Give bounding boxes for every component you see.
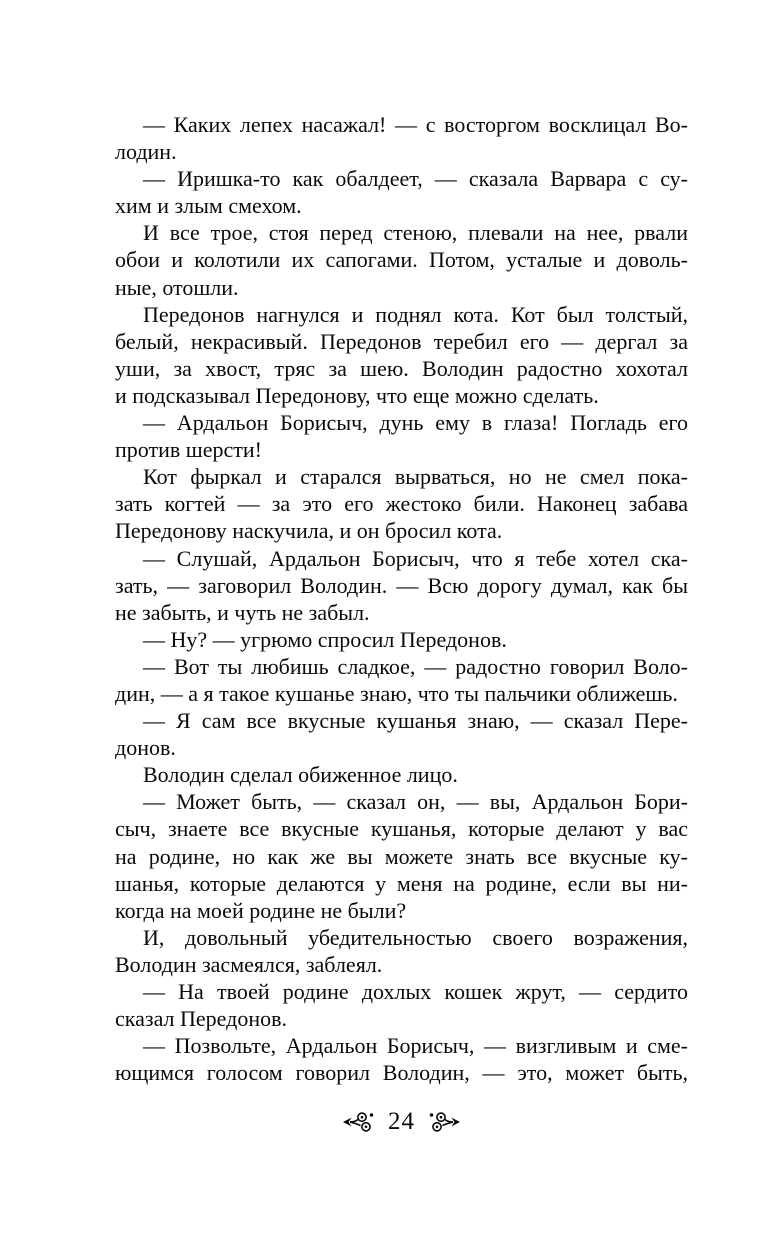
text-line: лодин. bbox=[115, 139, 177, 165]
page-footer bbox=[115, 1106, 688, 1138]
text-line: ные, отошли. bbox=[115, 274, 239, 300]
text-line: — Каких лепех насажал! — с восторгом восклицал Во- bbox=[143, 112, 688, 137]
paragraph bbox=[115, 219, 688, 300]
text-line: И все трое, стоя перед стеною, плевали на нее, рвали bbox=[143, 220, 688, 246]
text-line: донов. bbox=[115, 735, 176, 761]
paragraph bbox=[115, 409, 688, 463]
text-line: Володин сделал обиженное лицо. bbox=[143, 762, 458, 788]
text-line: — Ардальон Борисыч, дунь ему в глаза! Погладь его bbox=[143, 410, 688, 436]
text-line: против шерсти! bbox=[115, 437, 262, 463]
paragraph bbox=[115, 653, 688, 707]
text-line: — Вот ты любишь сладкое, — радостно говорил Воло- bbox=[143, 653, 688, 679]
text-line: сыч, знаете все вкусные кушанья, которые делают у вас bbox=[115, 816, 688, 842]
text-line: — Ну? — угрюмо спросил Передонов. bbox=[143, 626, 507, 652]
fleuron-left-icon bbox=[343, 1110, 375, 1134]
fleuron-right-icon bbox=[428, 1110, 460, 1134]
text-line: Передонову наскучила, и он бросил кота. bbox=[115, 518, 503, 544]
paragraph bbox=[115, 978, 688, 1032]
text-line: ющимся голосом говорил Володин, — это, может быть, bbox=[115, 1060, 688, 1086]
text-line: белый, некрасивый. Передонов теребил его — дергал за bbox=[115, 328, 688, 354]
text-line: не забыть, и чуть не забыл. bbox=[115, 599, 370, 625]
text-line: — Слушай, Ардальон Борисыч, что я тебе хотел ска- bbox=[143, 545, 688, 571]
paragraph bbox=[115, 788, 688, 923]
text-line: шанья, которые делаются у меня на родине, если вы ни- bbox=[115, 870, 688, 896]
text-line: когда на моей родине не были? bbox=[115, 897, 407, 923]
text-line: Кот фыркал и старался вырваться, но не смел пока- bbox=[143, 464, 688, 490]
text-line: Володин засмеялся, заблеял. bbox=[115, 951, 383, 977]
text-line: — На твоей родине дохлых кошек жрут, — сердито bbox=[143, 979, 688, 1004]
text-line: зать, — заговорил Володин. — Всю дорогу думал, как бы bbox=[115, 572, 688, 598]
text-line: и подсказывал Передонову, что еще можно сделать. bbox=[115, 382, 599, 408]
text-line: — Иришка-то как обалдеет, — сказала Варвара с су- bbox=[143, 166, 688, 192]
paragraph bbox=[115, 301, 688, 409]
paragraph bbox=[115, 626, 688, 653]
text-line: хим и злым смехом. bbox=[115, 193, 302, 219]
text-line: сказал Передонов. bbox=[115, 1006, 287, 1032]
text-line: И, довольный убедительностью своего возражения, bbox=[143, 924, 688, 950]
text-line: — Позвольте, Ардальон Борисыч, — визгливым и сме- bbox=[143, 1033, 688, 1059]
text-line: зать когтей — за это его жестоко били. Наконец забава bbox=[115, 491, 688, 517]
paragraph bbox=[115, 545, 688, 626]
paragraph bbox=[115, 707, 688, 761]
page-text bbox=[115, 111, 688, 1086]
paragraph bbox=[115, 463, 688, 544]
paragraph bbox=[115, 111, 688, 165]
page-number: 24 bbox=[388, 1108, 415, 1135]
text-line: обои и колотили их сапогами. Потом, усталые и доволь- bbox=[115, 247, 688, 273]
text-line: Передонов нагнулся и поднял кота. Кот был толстый, bbox=[143, 301, 688, 327]
text-line: уши, за хвост, тряс за шею. Володин радостно хохотал bbox=[115, 355, 688, 381]
text-line: — Я сам все вкусные кушанья знаю, — сказал Пере- bbox=[143, 708, 688, 734]
paragraph bbox=[115, 761, 688, 788]
text-line: на родине, но как же вы можете знать все вкусные ку- bbox=[115, 843, 688, 869]
paragraph bbox=[115, 924, 688, 978]
paragraph bbox=[115, 165, 688, 219]
text-line: дин, — а я такое кушанье знаю, что ты пальчики оближешь. bbox=[115, 680, 678, 706]
paragraph bbox=[115, 1032, 688, 1086]
text-line: — Может быть, — сказал он, — вы, Ардальон Бори- bbox=[143, 789, 688, 815]
